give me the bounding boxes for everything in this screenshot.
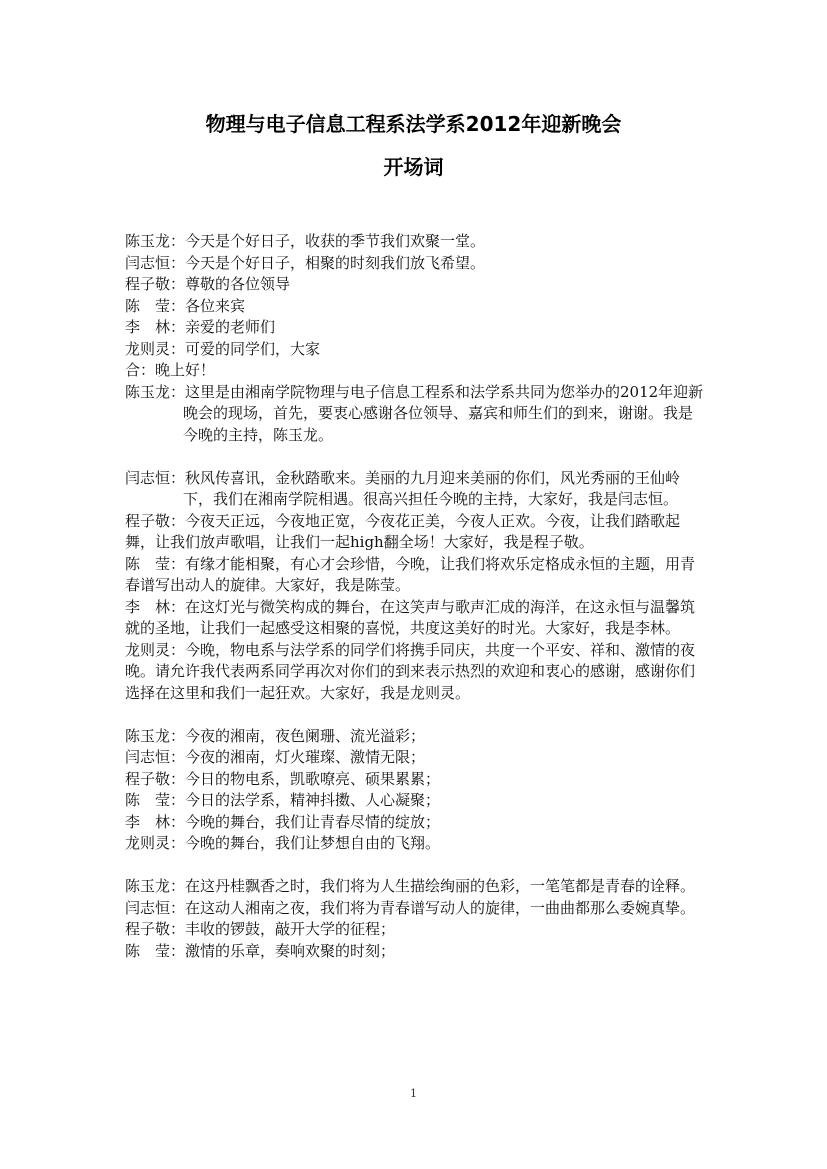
dialogue-line: 程子敬：丰收的锣鼓，敲开大学的征程；: [125, 920, 396, 938]
dialogue-line: 龙则灵：可爱的同学们，大家: [125, 339, 321, 358]
dialogue-paragraph: 闫志恒：在这动人湘南之夜，我们将为青春谱写动人的旋律，一曲曲都那么委婉真挚。: [125, 898, 696, 917]
dialogue-line: 程子敬：今日的物电系，凯歌嘹亮、硕果累累；: [125, 769, 441, 788]
dialogue-line: 龙则灵：今晚的舞台，我们让梦想自由的飞翔。: [125, 834, 441, 852]
dialogue-paragraph: 闫志恒：秋风传喜讯，金秋踏歌来。美丽的九月迎来美丽的你们，风光秀丽的王仙岭下，我们在湘南学院相遇。很高兴担任今晚的主持，大家好，我是闫志恒。: [125, 468, 681, 508]
dialogue-paragraph: 陈玉龙：在这丹桂飘香之时，我们将为人生描绘绚丽的色彩，一笔笔都是青春的诠释。: [125, 877, 696, 895]
document-title: 物理与电子信息工程系法学系2012年迎新晚会: [205, 112, 622, 136]
dialogue-line: 合：晚上好！: [125, 361, 216, 379]
dialogue-line: 陈 莹：各位来宾: [125, 296, 246, 315]
dialogue-paragraph: 龙则灵：今晚，物电系与法学系的同学们将携手同庆，共度一个平安、祥和、激情的夜晚。请允许我代表两系同学再次对你们的到来表示热烈的欢迎和衷心的感谢，感谢你们选择在这里和我们一起狂欢。大家好，我是龙则灵。: [125, 640, 696, 702]
dialogue-line: 闫志恒：今天是个好日子，相聚的时刻我们放飞希望。: [125, 253, 486, 272]
dialogue-line: 陈 莹：激情的乐章，奏响欢聚的时刻；: [125, 941, 396, 960]
dialogue-line: 陈 莹：今日的法学系，精神抖擞、人心凝聚；: [125, 791, 441, 809]
document-subtitle: 开场词: [383, 155, 444, 179]
dialogue-paragraph: 李 林：在这灯光与微笑构成的舞台，在这笑声与歌声汇成的海洋，在这永恒与温馨筑就的圣地，让我们一起感受这相聚的喜悦，共度这美好的时光。大家好，我是李林。: [125, 597, 696, 637]
dialogue-line: 程子敬：尊敬的各位领导: [125, 275, 291, 293]
dialogue-paragraph: 程子敬：今夜天正远，今夜地正宽，今夜花正美，今夜人正欢。今夜，让我们踏歌起舞，让我们放声歌唱，让我们一起high翻全场！大家好，我是程子敬。: [125, 511, 681, 551]
dialogue-line: 陈玉龙：今天是个好日子，收获的季节我们欢聚一堂。: [125, 232, 486, 250]
dialogue-line: 陈玉龙：今夜的湘南，夜色阑珊、流光溢彩；: [125, 726, 426, 745]
page-number: 1: [410, 1087, 417, 1100]
script-body: [125, 231, 705, 962]
dialogue-paragraph: 陈 莹：有缘才能相聚，有心才会珍惜，今晚，让我们将欢乐定格成永恒的主题，用青春谱写出动人的旋律。大家好，我是陈莹。: [125, 554, 696, 594]
dialogue-paragraph: 陈玉龙：这里是由湘南学院物理与电子信息工程系和法学系共同为您举办的2012年迎新晚会的现场，首先，要衷心感谢各位领导、嘉宾和师生们的到来，谢谢。我是今晚的主持，陈玉龙。: [125, 382, 704, 444]
dialogue-line: 李 林：今晚的舞台，我们让青春尽情的绽放；: [125, 812, 441, 831]
dialogue-line: 李 林：亲爱的老师们: [125, 318, 276, 336]
dialogue-line: 闫志恒：今夜的湘南，灯火璀璨、激情无限；: [125, 748, 426, 766]
